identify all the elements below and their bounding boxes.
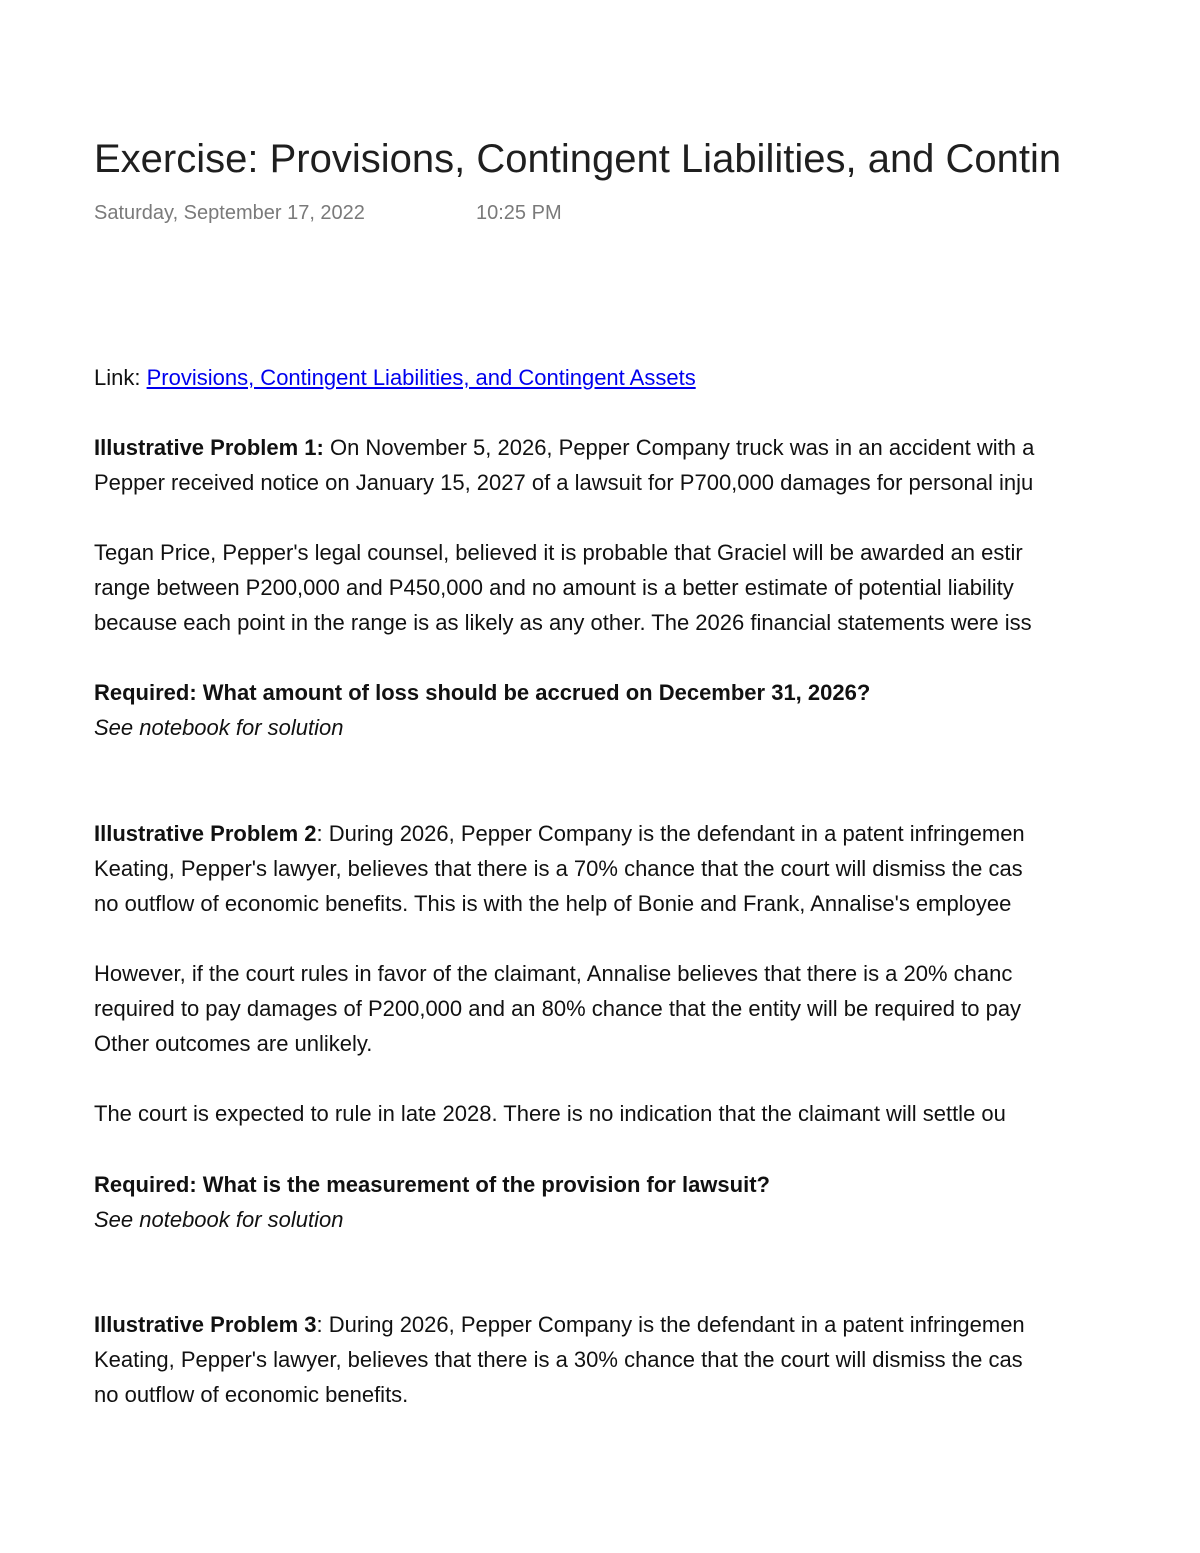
- problem3-line3: no outflow of economic benefits.: [94, 1382, 409, 1407]
- problem1-p2-line2: range between P200,000 and P450,000 and no amount is a better estimate of potential liability: [94, 575, 1014, 600]
- link-label: Link:: [94, 365, 147, 390]
- note-time: 10:25 PM: [476, 202, 562, 224]
- problem1-text1: On November 5, 2026, Pepper Company truck was in an accident with a: [323, 435, 1035, 460]
- problem2-p3-line1: The court is expected to rule in late 2028. There is no indication that the claimant will settle ou: [94, 1101, 1006, 1126]
- problem3-line2: Keating, Pepper's lawyer, believes that there is a 30% chance that the court will dismiss the cas: [94, 1347, 1023, 1372]
- problem1-line1: [94, 434, 1034, 462]
- problem2-line3: no outflow of economic benefits. This is with the help of Bonie and Frank, Annalise's employee: [94, 891, 1012, 916]
- problem2-line2: Keating, Pepper's lawyer, believes that there is a 70% chance that the court will dismiss the cas: [94, 856, 1023, 881]
- problem2-p2-line1: However, if the court rules in favor of the claimant, Annalise believes that there is a 20% chanc: [94, 961, 1013, 986]
- problem1-solution-note: See notebook for solution: [94, 715, 344, 740]
- problem2-required: Required: What is the measurement of the provision for lawsuit?: [94, 1172, 770, 1197]
- problem1-line2: Pepper received notice on January 15, 2027 of a lawsuit for P700,000 damages for personal inju: [94, 470, 1034, 495]
- problem2-p2-line3: Other outcomes are unlikely.: [94, 1031, 373, 1056]
- note-date: Saturday, September 17, 2022: [94, 202, 365, 224]
- problem1-heading: Illustrative Problem 1:: [94, 435, 324, 460]
- problem3-line1: [94, 1311, 1025, 1339]
- reference-link[interactable]: Provisions, Contingent Liabilities, and Contingent Assets: [146, 365, 696, 390]
- problem3-heading-colon: :: [316, 1312, 323, 1337]
- problem2-line1: [94, 820, 1025, 848]
- problem2-heading: Illustrative Problem 2: [94, 821, 317, 846]
- problem1-required: Required: What amount of loss should be accrued on December 31, 2026?: [94, 680, 871, 705]
- problem1-p2-line3: because each point in the range is as likely as any other. The 2026 financial statements were iss: [94, 610, 1032, 635]
- page-title: Exercise: Provisions, Contingent Liabilities, and Contin: [94, 137, 1062, 181]
- problem2-text1: During 2026, Pepper Company is the defendant in a patent infringemen: [322, 821, 1025, 846]
- problem1-p2-line1: Tegan Price, Pepper's legal counsel, believed it is probable that Graciel will be awarded an estir: [94, 540, 1023, 565]
- problem3-heading: Illustrative Problem 3: [94, 1312, 317, 1337]
- link-line: [94, 364, 696, 392]
- problem2-p2-line2: required to pay damages of P200,000 and an 80% chance that the entity will be required to pay: [94, 996, 1022, 1021]
- problem2-heading-colon: :: [316, 821, 323, 846]
- problem3-text1: During 2026, Pepper Company is the defendant in a patent infringemen: [322, 1312, 1025, 1337]
- problem2-solution-note: See notebook for solution: [94, 1207, 344, 1232]
